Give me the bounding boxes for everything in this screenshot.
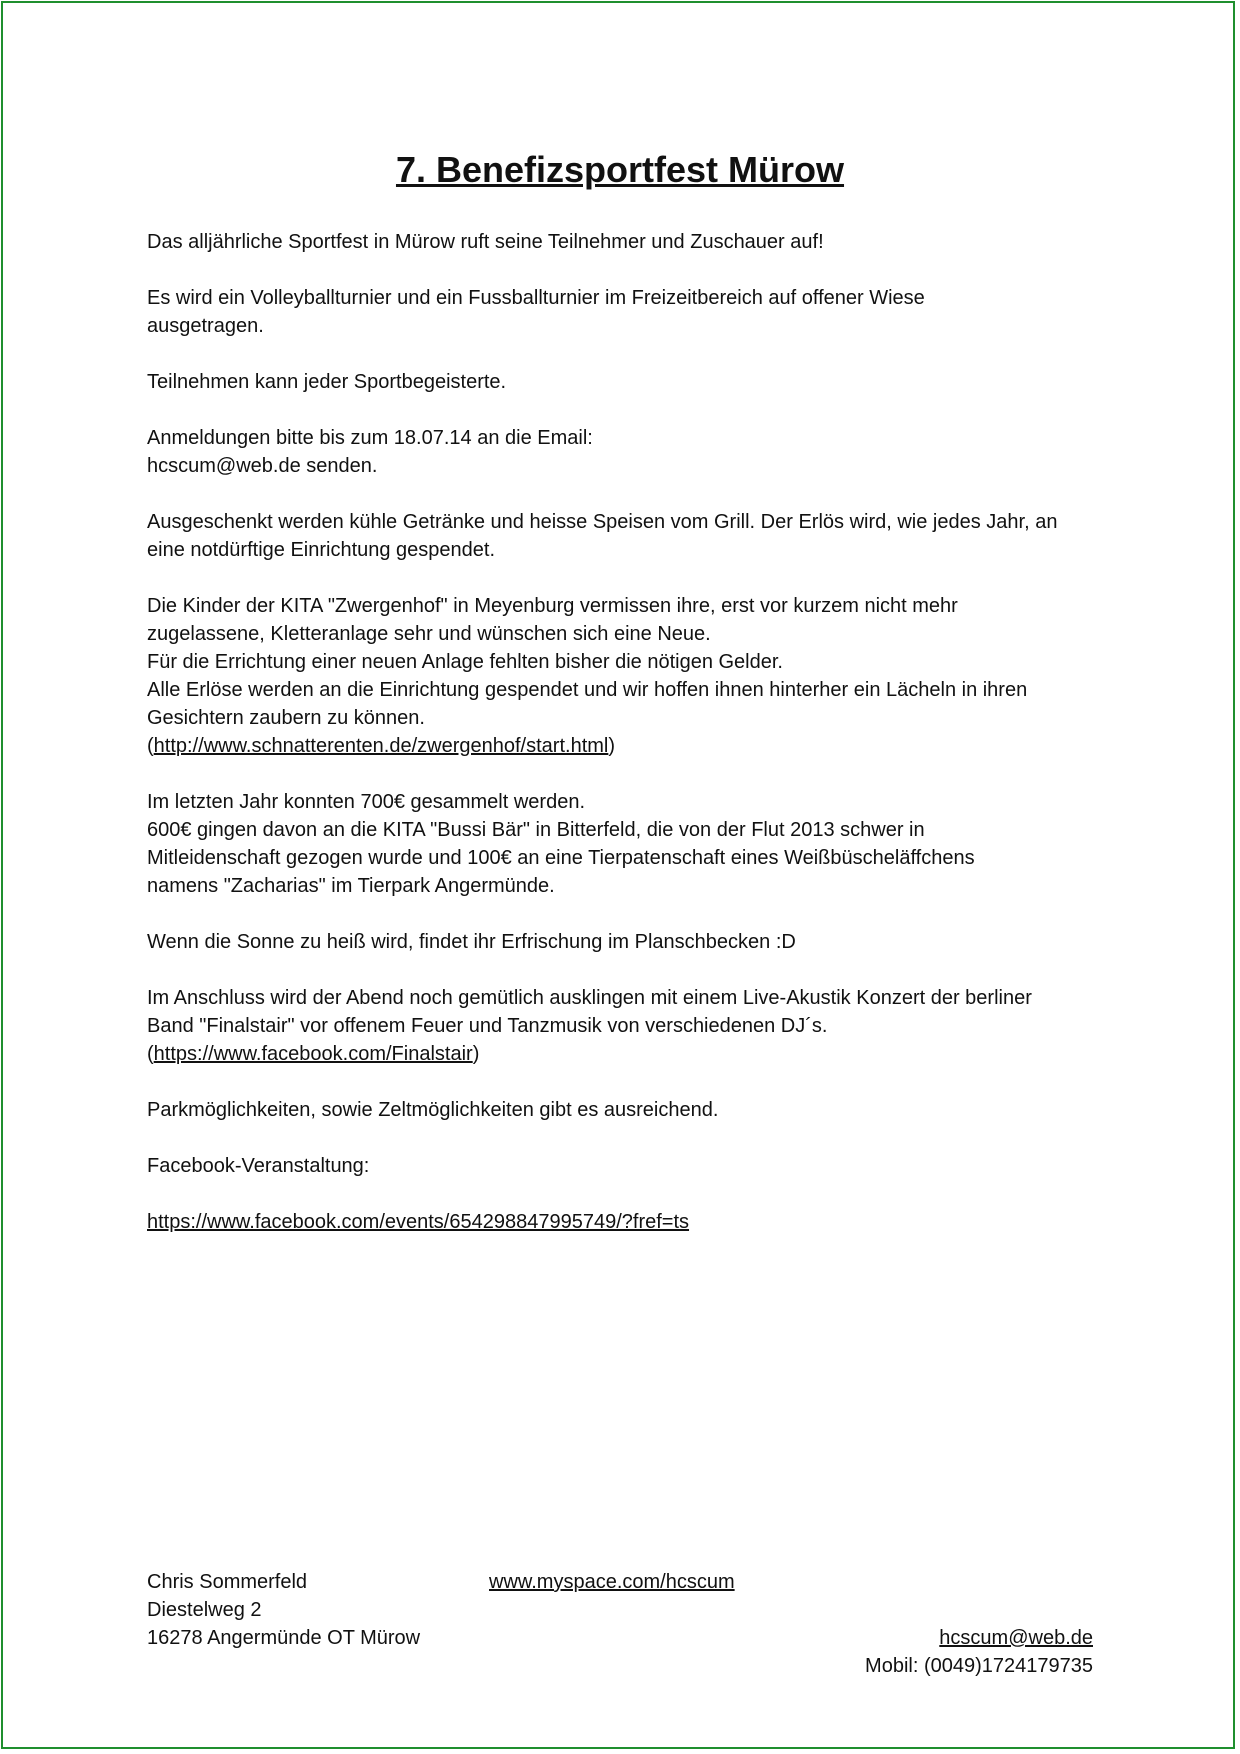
paragraph-participation (147, 368, 1097, 396)
email-link[interactable]: hcscum@web.de (939, 1627, 1093, 1649)
text-line: Teilnehmen kann jeder Sportbegeisterte. (147, 371, 507, 393)
paragraph-parking (147, 1096, 1097, 1124)
text-line: Ausgeschenkt werden kühle Getränke und heisse Speisen vom Grill. Der Erlös wird, wie jedes Jahr, an (147, 511, 1058, 533)
text-line: Parkmöglichkeiten, sowie Zeltmöglichkeiten gibt es ausreichend. (147, 1099, 719, 1121)
paragraph-intro (147, 228, 1097, 256)
paragraph-event-link (147, 1208, 1097, 1236)
myspace-link[interactable]: www.myspace.com/hcscum (489, 1571, 735, 1593)
text-line: Wenn die Sonne zu heiß wird, findet ihr Erfrischung im Planschbecken :D (147, 931, 796, 953)
footer-city: 16278 Angermünde OT Mürow (147, 1627, 421, 1649)
link-line (147, 1040, 1097, 1068)
paragraph-registration (147, 424, 1097, 480)
footer-name: Chris Sommerfeld (147, 1571, 308, 1593)
text-line: eine notdürftige Einrichtung gespendet. (147, 539, 496, 561)
document-body (147, 228, 1097, 1264)
text-line: Im letzten Jahr konnten 700€ gesammelt werden. (147, 791, 586, 813)
link-line (147, 732, 1097, 760)
facebook-event-link[interactable]: https://www.facebook.com/events/654298847995749/?fref=ts (147, 1211, 690, 1233)
text-line: Alle Erlöse werden an die Einrichtung gespendet und wir hoffen ihnen hinterher ein Lächeln in ihren (147, 679, 1028, 701)
footer-address (147, 1568, 420, 1652)
text-line: namens "Zacharias" im Tierpark Angermünde. (147, 875, 555, 897)
footer-mobile: Mobil: (0049)1724179735 (865, 1655, 1093, 1677)
footer-myspace (489, 1568, 735, 1596)
paragraph-last-year (147, 788, 1097, 900)
zwergenhof-link[interactable]: http://www.schnatterenten.de/zwergenhof/start.html (153, 735, 609, 757)
text-line: 600€ gingen davon an die KITA "Bussi Bär" in Bitterfeld, die von der Flut 2013 schwer in (147, 819, 925, 841)
text-line: Im Anschluss wird der Abend noch gemütlich ausklingen mit einem Live-Akustik Konzert der berliner (147, 987, 1032, 1009)
paragraph-kita (147, 592, 1097, 760)
paragraph-concert (147, 984, 1097, 1068)
text-line: Für die Errichtung einer neuen Anlage fehlten bisher die nötigen Gelder. (147, 651, 783, 673)
text-line: Band "Finalstair" vor offenem Feuer und Tanzmusik von verschiedenen DJ´s. (147, 1015, 828, 1037)
paren-close: ) (608, 735, 616, 757)
text-line: hcscum@web.de senden. (147, 455, 378, 477)
paragraph-pool (147, 928, 1097, 956)
text-line: Es wird ein Volleyballturnier und ein Fussballturnier im Freizeitbereich auf offener Wiese (147, 287, 925, 309)
text-line: zugelassene, Kletteranlage sehr und wünschen sich eine Neue. (147, 623, 711, 645)
paren-close: ) (472, 1043, 480, 1065)
text-line: Gesichtern zaubern zu können. (147, 707, 425, 729)
finalstair-link[interactable]: https://www.facebook.com/Finalstair (153, 1043, 473, 1065)
footer-contact (865, 1624, 1093, 1680)
paragraph-food (147, 508, 1097, 564)
footer-street: Diestelweg 2 (147, 1599, 262, 1621)
paren-open: ( (147, 735, 154, 757)
text-line: Mitleidenschaft gezogen wurde und 100€ an eine Tierpatenschaft eines Weißbüscheläffchens (147, 847, 975, 869)
paren-open: ( (147, 1043, 154, 1065)
paragraph-facebook-event (147, 1152, 1097, 1180)
text-line: Anmeldungen bitte bis zum 18.07.14 an die Email: (147, 427, 593, 449)
text-line: Facebook-Veranstaltung: (147, 1155, 370, 1177)
text-line: Die Kinder der KITA "Zwergenhof" in Meyenburg vermissen ihre, erst vor kurzem nicht mehr (147, 595, 958, 617)
text-line: ausgetragen. (147, 315, 264, 337)
text-line: Das alljährliche Sportfest in Mürow ruft seine Teilnehmer und Zuschauer auf! (147, 231, 824, 253)
document-title: 7. Benefizsportfest Mürow (395, 149, 845, 190)
paragraph-tournaments (147, 284, 1097, 340)
